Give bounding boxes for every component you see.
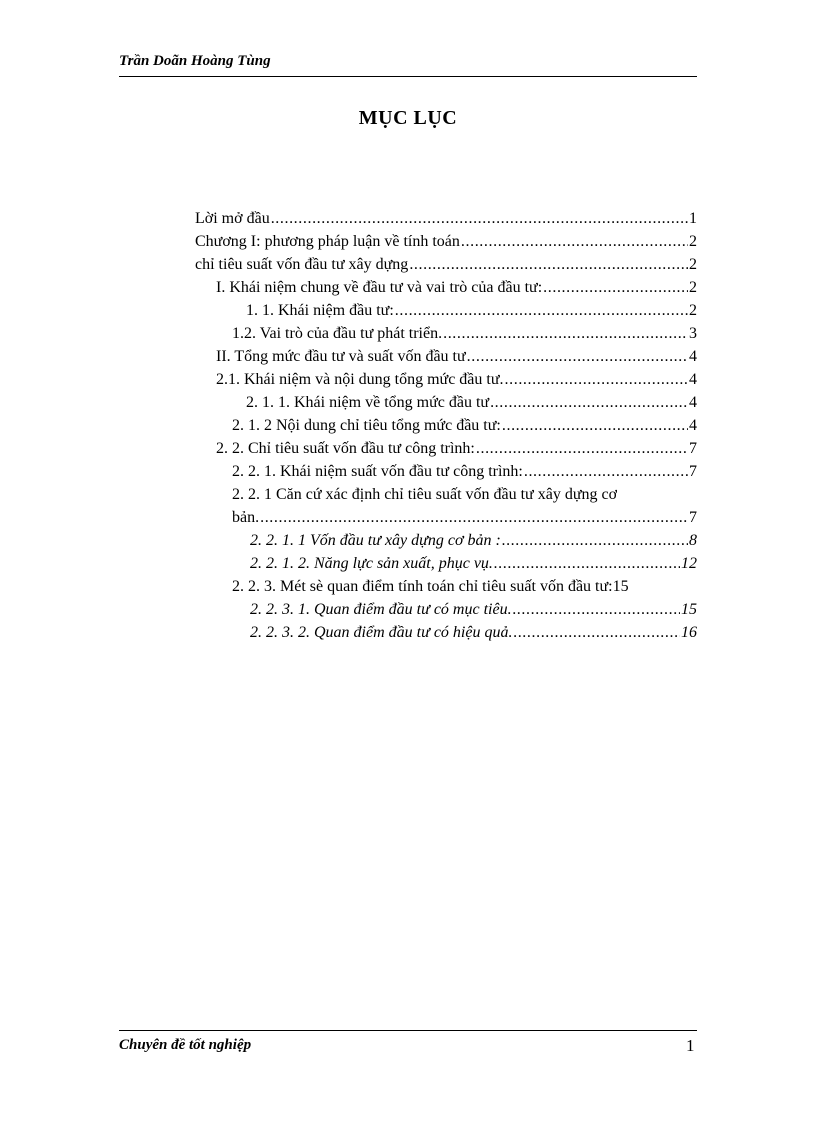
toc-entry-2-2-1-1[interactable]	[195, 529, 697, 552]
toc-entry-page: 4	[689, 371, 697, 388]
toc-entry-page: 2	[689, 279, 697, 296]
toc-entry-2-2-1-2[interactable]	[195, 552, 697, 575]
toc-entry-page: 3	[689, 325, 697, 342]
dot-leader	[260, 506, 688, 529]
toc-entry-page: 1	[689, 210, 697, 227]
dot-leader	[461, 230, 688, 253]
toc-entry-2-2-1[interactable]	[195, 460, 697, 483]
toc-entry-page: 2	[689, 256, 697, 273]
toc-entry-page: 4	[689, 417, 697, 434]
toc-entry-page: 4	[689, 348, 697, 365]
toc-entry-page: 8	[689, 532, 697, 549]
footer-label: Chuyên đề tốt nghiệp	[119, 1037, 252, 1053]
toc-entry-label: 1.2. Vai trò của đầu tư phát triển.	[232, 325, 443, 342]
page-title: MỤC LỤC	[358, 107, 458, 129]
toc-entry-section-II[interactable]	[195, 345, 697, 368]
toc-entry-2-2-3-1[interactable]	[195, 598, 697, 621]
dot-leader	[476, 437, 688, 460]
toc-entry-label: Chương I: phương pháp luận về tính toán	[195, 233, 460, 250]
dot-leader	[494, 552, 680, 575]
dot-leader	[443, 322, 688, 345]
toc-entry-1-2[interactable]	[195, 322, 697, 345]
dot-leader	[490, 391, 688, 414]
toc-entry-label: 1. 1. Khái niệm đầu tư:	[246, 302, 394, 319]
toc-entry-label: 2. 1. 2 Nội dung chỉ tiêu tổng mức đầu tư:	[232, 417, 501, 434]
toc-entry-label: chỉ tiêu suất vốn đầu tư xây dựng	[195, 256, 409, 273]
toc-entry-label: bản.	[232, 509, 260, 526]
toc-entry-page: 7	[689, 463, 697, 480]
toc-entry-intro[interactable]	[195, 207, 697, 230]
toc-entry-label: 2.1. Khái niệm và nội dung tổng mức đầu tư.	[216, 371, 504, 388]
dot-leader	[524, 460, 688, 483]
toc-entry-label: 2. 2. 3. 2. Quan điểm đầu tư có hiệu quả.	[250, 624, 513, 641]
footer-page-number: 1	[686, 1036, 695, 1055]
toc-entry-2-2[interactable]	[195, 437, 697, 460]
toc-entry-2-2-1-basis-cont[interactable]	[195, 506, 697, 529]
toc-entry-page: 12	[681, 555, 697, 572]
dot-leader	[513, 621, 680, 644]
dot-leader	[409, 253, 688, 276]
toc-entry-2-2-1-basis[interactable]	[195, 483, 697, 506]
toc-entry-page: 15	[612, 578, 629, 595]
toc-entry-page: 15	[681, 601, 697, 618]
toc-entry-2-1-2[interactable]	[195, 414, 697, 437]
toc-entry-1-1[interactable]	[195, 299, 697, 322]
dot-leader	[543, 276, 688, 299]
toc-entry-chapter-1-cont[interactable]	[195, 253, 697, 276]
toc-entry-page: 7	[689, 440, 697, 457]
table-of-contents	[195, 207, 697, 644]
toc-entry-label: 2. 2. 1 Căn cứ xác định chỉ tiêu suất vốn đầu tư xây dựng cơ	[232, 486, 618, 503]
page-header	[119, 52, 697, 77]
toc-entry-page: 2	[689, 302, 697, 319]
toc-entry-label: I. Khái niệm chung về đầu tư và vai trò của đầu tư:	[216, 279, 543, 296]
dot-leader	[502, 414, 688, 437]
toc-entry-label: Lời mở đầu	[195, 210, 270, 227]
dot-leader	[271, 207, 688, 230]
dot-leader	[505, 368, 688, 391]
toc-entry-2-1-1[interactable]	[195, 391, 697, 414]
toc-entry-2-1[interactable]	[195, 368, 697, 391]
toc-entry-label: 2. 2. 3. Mét sè quan điểm tính toán chỉ tiêu suất vốn đầu tư:	[232, 578, 613, 595]
footer-rule	[119, 1030, 697, 1031]
toc-entry-label: 2. 2. 1. 2. Năng lực sản xuất, phục vụ.	[250, 555, 493, 572]
toc-entry-section-I[interactable]	[195, 276, 697, 299]
toc-entry-2-2-3[interactable]	[195, 575, 697, 598]
toc-entry-page: 7	[689, 509, 697, 526]
toc-entry-label: 2. 2. Chỉ tiêu suất vốn đầu tư công trình:	[216, 440, 475, 457]
toc-entry-page: 4	[689, 394, 697, 411]
toc-entry-page: 2	[689, 233, 697, 250]
dot-leader	[395, 299, 688, 322]
toc-entry-label: 2. 2. 1. Khái niệm suất vốn đầu tư công trình:	[232, 463, 523, 480]
dot-leader	[502, 529, 688, 552]
toc-entry-page: 16	[681, 624, 697, 641]
header-author: Trần Doãn Hoàng Tùng	[119, 53, 271, 69]
toc-entry-label: 2. 1. 1. Khái niệm về tổng mức đầu tư	[246, 394, 490, 411]
dot-leader	[513, 598, 680, 621]
toc-entry-label: 2. 2. 1. 1 Vốn đầu tư xây dựng cơ bản :	[250, 532, 501, 549]
toc-entry-label: II. Tổng mức đầu tư và suất vốn đầu tư	[216, 348, 466, 365]
toc-entry-chapter-1[interactable]	[195, 230, 697, 253]
toc-entry-label: 2. 2. 3. 1. Quan điểm đầu tư có mục tiêu.	[250, 601, 512, 618]
toc-entry-2-2-3-2[interactable]	[195, 621, 697, 644]
dot-leader	[467, 345, 688, 368]
